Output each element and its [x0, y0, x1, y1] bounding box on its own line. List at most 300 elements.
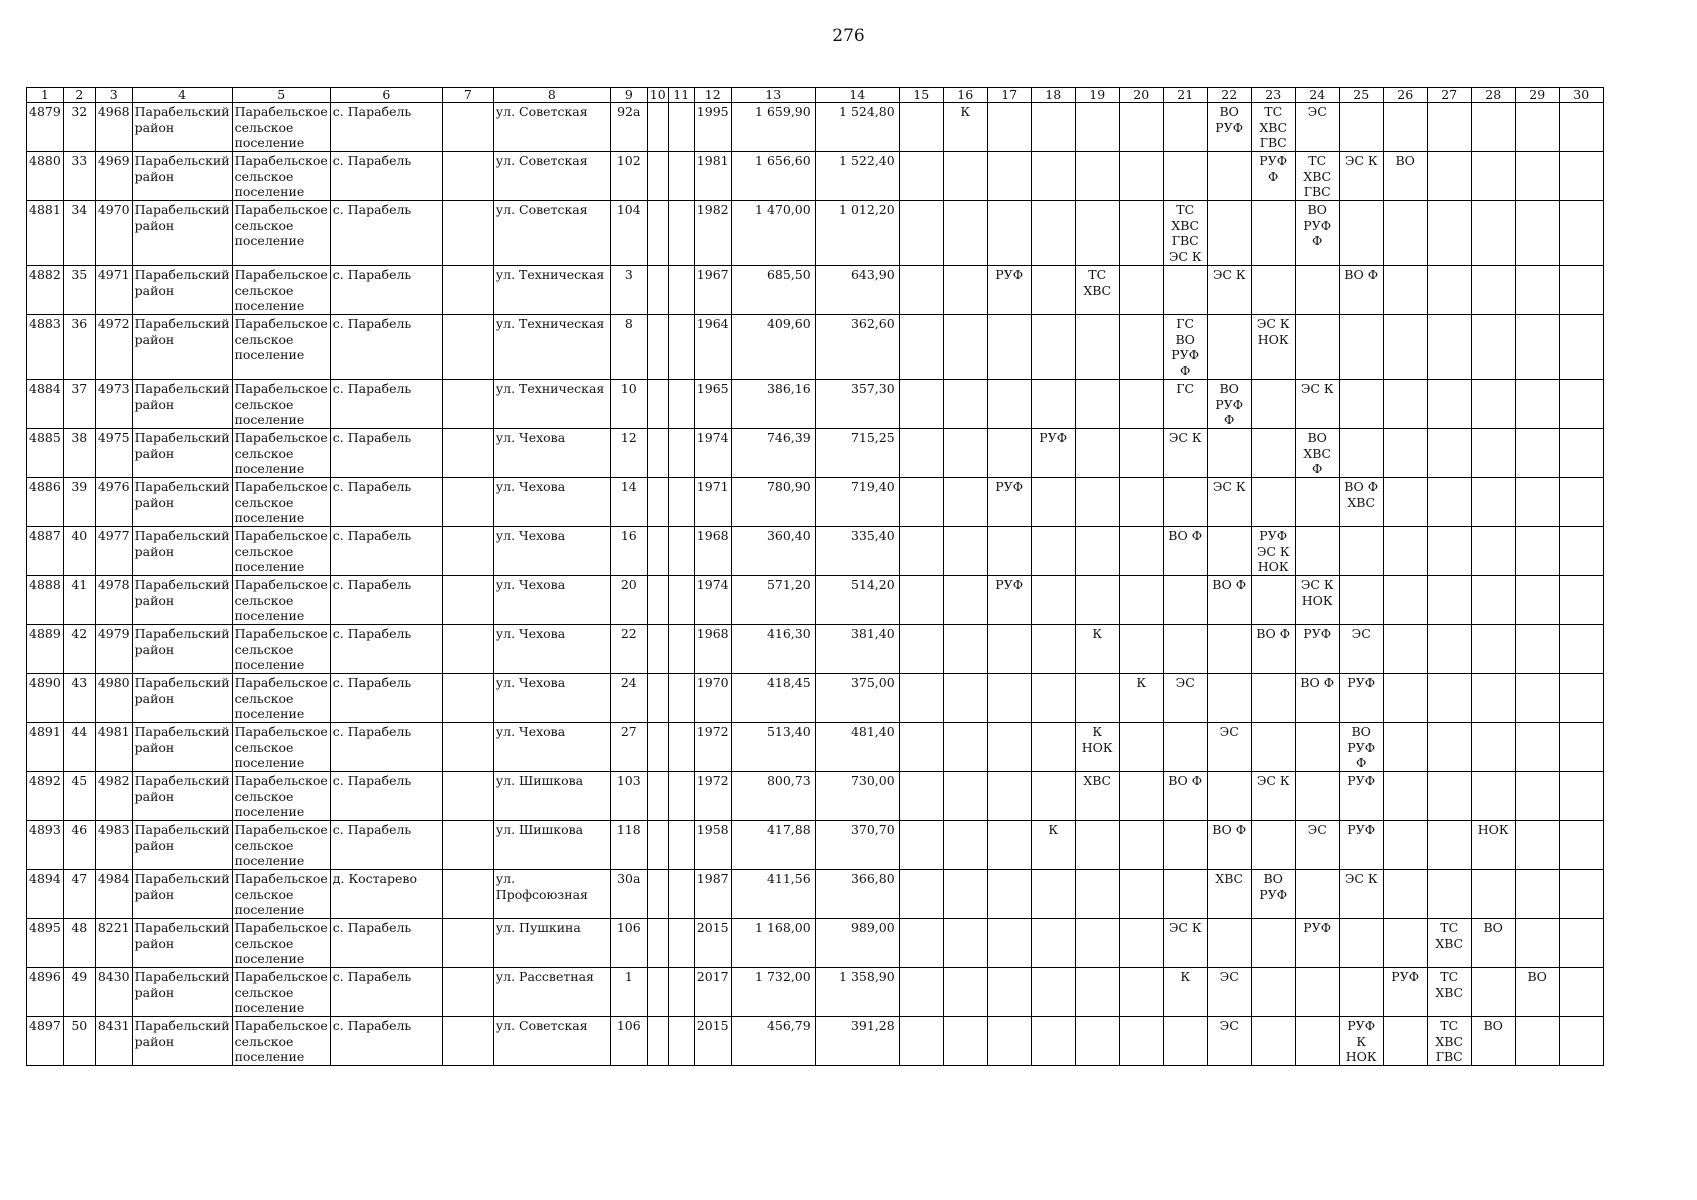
cell-col-16: К — [943, 103, 987, 152]
cell-col-23 — [1251, 919, 1295, 968]
cell-col-10 — [647, 674, 668, 723]
cell-col-21 — [1163, 478, 1207, 527]
cell-col-27 — [1427, 576, 1471, 625]
column-header-19: 19 — [1075, 88, 1119, 103]
cell-col-9: 1 — [610, 968, 647, 1017]
cell-col-8: ул. Техническая — [493, 380, 610, 429]
cell-col-3: 4970 — [95, 201, 132, 266]
cell-col-21: ТС ХВС ГВС ЭС К — [1163, 201, 1207, 266]
cell-col-18 — [1031, 919, 1075, 968]
cell-col-28 — [1471, 266, 1515, 315]
cell-col-9: 106 — [610, 1017, 647, 1066]
cell-col-17: РУФ — [987, 266, 1031, 315]
cell-col-1: 4894 — [27, 870, 64, 919]
cell-col-18 — [1031, 625, 1075, 674]
cell-col-23: ЭС К НОК — [1251, 315, 1295, 380]
cell-col-16 — [943, 152, 987, 201]
cell-col-8: ул. Советская — [493, 1017, 610, 1066]
cell-col-20 — [1119, 380, 1163, 429]
cell-col-14: 1 012,20 — [815, 201, 899, 266]
cell-col-17 — [987, 201, 1031, 266]
cell-col-2: 42 — [63, 625, 95, 674]
cell-col-28 — [1471, 380, 1515, 429]
cell-col-23: ЭС К — [1251, 772, 1295, 821]
cell-col-10 — [647, 1017, 668, 1066]
cell-col-12: 1964 — [694, 315, 731, 380]
cell-col-10 — [647, 625, 668, 674]
cell-col-3: 4980 — [95, 674, 132, 723]
cell-col-5: Парабельское сельское поселение — [232, 152, 330, 201]
cell-col-24 — [1295, 870, 1339, 919]
cell-col-23: ТС ХВС ГВС — [1251, 103, 1295, 152]
cell-col-13: 780,90 — [731, 478, 815, 527]
cell-col-27 — [1427, 527, 1471, 576]
cell-col-6: с. Парабель — [330, 201, 442, 266]
cell-col-7 — [442, 870, 493, 919]
cell-col-10 — [647, 478, 668, 527]
column-header-5: 5 — [232, 88, 330, 103]
cell-col-21: ЭС К — [1163, 919, 1207, 968]
cell-col-10 — [647, 315, 668, 380]
cell-col-8: ул. Советская — [493, 103, 610, 152]
cell-col-12: 2015 — [694, 1017, 731, 1066]
cell-col-25: ЭС К — [1339, 870, 1383, 919]
column-header-6: 6 — [330, 88, 442, 103]
cell-col-5: Парабельское сельское поселение — [232, 674, 330, 723]
cell-col-29 — [1515, 103, 1559, 152]
cell-col-26 — [1383, 723, 1427, 772]
cell-col-14: 1 524,80 — [815, 103, 899, 152]
cell-col-22: ЭС — [1207, 1017, 1251, 1066]
cell-col-11 — [668, 315, 694, 380]
cell-col-30 — [1559, 266, 1603, 315]
cell-col-14: 357,30 — [815, 380, 899, 429]
table-header — [27, 88, 1604, 103]
cell-col-7 — [442, 1017, 493, 1066]
cell-col-12: 1970 — [694, 674, 731, 723]
cell-col-6: с. Парабель — [330, 625, 442, 674]
cell-col-12: 1972 — [694, 772, 731, 821]
cell-col-24: ЭС К — [1295, 380, 1339, 429]
cell-col-22 — [1207, 152, 1251, 201]
cell-col-8: ул. Чехова — [493, 576, 610, 625]
cell-col-26 — [1383, 201, 1427, 266]
cell-col-28 — [1471, 103, 1515, 152]
cell-col-2: 41 — [63, 576, 95, 625]
cell-col-27: ТС ХВС — [1427, 968, 1471, 1017]
cell-col-22: ЭС — [1207, 723, 1251, 772]
table-row — [27, 919, 1604, 968]
cell-col-27 — [1427, 674, 1471, 723]
cell-col-25: РУФ — [1339, 821, 1383, 870]
cell-col-24 — [1295, 527, 1339, 576]
cell-col-14: 381,40 — [815, 625, 899, 674]
cell-col-1: 4891 — [27, 723, 64, 772]
cell-col-17 — [987, 625, 1031, 674]
cell-col-23: РУФ ЭС К НОК — [1251, 527, 1295, 576]
cell-col-26 — [1383, 625, 1427, 674]
cell-col-26 — [1383, 576, 1427, 625]
cell-col-26 — [1383, 772, 1427, 821]
cell-col-20 — [1119, 576, 1163, 625]
cell-col-8: ул. Чехова — [493, 478, 610, 527]
cell-col-25 — [1339, 315, 1383, 380]
cell-col-24 — [1295, 723, 1339, 772]
cell-col-14: 1 358,90 — [815, 968, 899, 1017]
cell-col-16 — [943, 429, 987, 478]
cell-col-13: 571,20 — [731, 576, 815, 625]
cell-col-24: РУФ — [1295, 625, 1339, 674]
cell-col-12: 1974 — [694, 429, 731, 478]
cell-col-7 — [442, 576, 493, 625]
cell-col-10 — [647, 266, 668, 315]
column-header-3: 3 — [95, 88, 132, 103]
cell-col-15 — [899, 1017, 943, 1066]
cell-col-20 — [1119, 152, 1163, 201]
column-header-11: 11 — [668, 88, 694, 103]
cell-col-26 — [1383, 870, 1427, 919]
cell-col-23 — [1251, 429, 1295, 478]
cell-col-14: 370,70 — [815, 821, 899, 870]
cell-col-6: с. Парабель — [330, 380, 442, 429]
cell-col-5: Парабельское сельское поселение — [232, 821, 330, 870]
cell-col-26 — [1383, 1017, 1427, 1066]
table-row — [27, 821, 1604, 870]
cell-col-9: 14 — [610, 478, 647, 527]
cell-col-23 — [1251, 478, 1295, 527]
cell-col-13: 1 168,00 — [731, 919, 815, 968]
cell-col-24: ЭС — [1295, 821, 1339, 870]
cell-col-24: РУФ — [1295, 919, 1339, 968]
cell-col-18: К — [1031, 821, 1075, 870]
cell-col-24 — [1295, 968, 1339, 1017]
cell-col-27 — [1427, 103, 1471, 152]
cell-col-9: 106 — [610, 919, 647, 968]
cell-col-1: 4881 — [27, 201, 64, 266]
column-header-27: 27 — [1427, 88, 1471, 103]
cell-col-1: 4890 — [27, 674, 64, 723]
cell-col-3: 8431 — [95, 1017, 132, 1066]
cell-col-24: ВО Ф — [1295, 674, 1339, 723]
cell-col-28: ВО — [1471, 919, 1515, 968]
cell-col-10 — [647, 968, 668, 1017]
cell-col-10 — [647, 821, 668, 870]
cell-col-14: 366,80 — [815, 870, 899, 919]
cell-col-28 — [1471, 429, 1515, 478]
table-row — [27, 152, 1604, 201]
cell-col-28 — [1471, 772, 1515, 821]
cell-col-16 — [943, 380, 987, 429]
cell-col-19 — [1075, 821, 1119, 870]
cell-col-17: РУФ — [987, 478, 1031, 527]
column-header-30: 30 — [1559, 88, 1603, 103]
cell-col-9: 118 — [610, 821, 647, 870]
cell-col-21: К — [1163, 968, 1207, 1017]
cell-col-11 — [668, 625, 694, 674]
column-header-16: 16 — [943, 88, 987, 103]
cell-col-2: 49 — [63, 968, 95, 1017]
cell-col-23: ВО Ф — [1251, 625, 1295, 674]
cell-col-20 — [1119, 429, 1163, 478]
cell-col-25: ЭС — [1339, 625, 1383, 674]
cell-col-17 — [987, 870, 1031, 919]
cell-col-21 — [1163, 266, 1207, 315]
table-row — [27, 772, 1604, 821]
cell-col-5: Парабельское сельское поселение — [232, 772, 330, 821]
cell-col-18 — [1031, 723, 1075, 772]
cell-col-7 — [442, 821, 493, 870]
cell-col-7 — [442, 429, 493, 478]
column-header-13: 13 — [731, 88, 815, 103]
cell-col-16 — [943, 201, 987, 266]
cell-col-13: 800,73 — [731, 772, 815, 821]
cell-col-2: 46 — [63, 821, 95, 870]
cell-col-16 — [943, 723, 987, 772]
cell-col-15 — [899, 772, 943, 821]
cell-col-19 — [1075, 315, 1119, 380]
cell-col-11 — [668, 103, 694, 152]
cell-col-22: ЭС К — [1207, 478, 1251, 527]
cell-col-12: 1981 — [694, 152, 731, 201]
cell-col-25 — [1339, 527, 1383, 576]
cell-col-6: с. Парабель — [330, 821, 442, 870]
cell-col-3: 4977 — [95, 527, 132, 576]
table-row — [27, 625, 1604, 674]
cell-col-16 — [943, 478, 987, 527]
cell-col-28 — [1471, 201, 1515, 266]
cell-col-27: ТС ХВС — [1427, 919, 1471, 968]
cell-col-20 — [1119, 723, 1163, 772]
cell-col-3: 4972 — [95, 315, 132, 380]
cell-col-20: К — [1119, 674, 1163, 723]
cell-col-27 — [1427, 152, 1471, 201]
cell-col-14: 715,25 — [815, 429, 899, 478]
cell-col-8: ул. Рассветная — [493, 968, 610, 1017]
cell-col-27 — [1427, 772, 1471, 821]
table-row — [27, 103, 1604, 152]
cell-col-28 — [1471, 527, 1515, 576]
cell-col-17 — [987, 315, 1031, 380]
cell-col-18 — [1031, 527, 1075, 576]
cell-col-30 — [1559, 478, 1603, 527]
cell-col-29 — [1515, 723, 1559, 772]
table-row — [27, 674, 1604, 723]
cell-col-16 — [943, 1017, 987, 1066]
cell-col-24 — [1295, 315, 1339, 380]
cell-col-24: ЭС — [1295, 103, 1339, 152]
cell-col-22: ВО РУФ — [1207, 103, 1251, 152]
cell-col-6: с. Парабель — [330, 478, 442, 527]
cell-col-26 — [1383, 429, 1427, 478]
cell-col-23 — [1251, 201, 1295, 266]
cell-col-1: 4889 — [27, 625, 64, 674]
column-header-23: 23 — [1251, 88, 1295, 103]
cell-col-23 — [1251, 266, 1295, 315]
table-row — [27, 968, 1604, 1017]
cell-col-16 — [943, 315, 987, 380]
cell-col-12: 1987 — [694, 870, 731, 919]
cell-col-19 — [1075, 380, 1119, 429]
cell-col-15 — [899, 723, 943, 772]
cell-col-12: 1968 — [694, 625, 731, 674]
cell-col-26 — [1383, 821, 1427, 870]
cell-col-9: 10 — [610, 380, 647, 429]
cell-col-26: РУФ — [1383, 968, 1427, 1017]
cell-col-30 — [1559, 723, 1603, 772]
column-header-14: 14 — [815, 88, 899, 103]
cell-col-29 — [1515, 625, 1559, 674]
column-header-24: 24 — [1295, 88, 1339, 103]
cell-col-28 — [1471, 315, 1515, 380]
cell-col-11 — [668, 870, 694, 919]
cell-col-30 — [1559, 152, 1603, 201]
cell-col-13: 513,40 — [731, 723, 815, 772]
cell-col-4: Парабельский район — [132, 429, 232, 478]
cell-col-10 — [647, 380, 668, 429]
cell-col-25 — [1339, 968, 1383, 1017]
cell-col-25: РУФ — [1339, 772, 1383, 821]
cell-col-15 — [899, 968, 943, 1017]
cell-col-5: Парабельское сельское поселение — [232, 527, 330, 576]
cell-col-23 — [1251, 1017, 1295, 1066]
cell-col-1: 4882 — [27, 266, 64, 315]
cell-col-8: ул. Профсоюзная — [493, 870, 610, 919]
cell-col-1: 4880 — [27, 152, 64, 201]
cell-col-20 — [1119, 103, 1163, 152]
cell-col-6: с. Парабель — [330, 527, 442, 576]
cell-col-16 — [943, 266, 987, 315]
cell-col-29 — [1515, 821, 1559, 870]
cell-col-2: 35 — [63, 266, 95, 315]
cell-col-17 — [987, 1017, 1031, 1066]
cell-col-13: 416,30 — [731, 625, 815, 674]
cell-col-14: 481,40 — [815, 723, 899, 772]
cell-col-17 — [987, 674, 1031, 723]
cell-col-9: 103 — [610, 772, 647, 821]
cell-col-20 — [1119, 1017, 1163, 1066]
cell-col-18: РУФ — [1031, 429, 1075, 478]
cell-col-12: 1967 — [694, 266, 731, 315]
cell-col-3: 4979 — [95, 625, 132, 674]
cell-col-15 — [899, 527, 943, 576]
cell-col-9: 20 — [610, 576, 647, 625]
cell-col-20 — [1119, 919, 1163, 968]
table-row — [27, 315, 1604, 380]
cell-col-14: 719,40 — [815, 478, 899, 527]
cell-col-7 — [442, 772, 493, 821]
cell-col-15 — [899, 429, 943, 478]
cell-col-22: ХВС — [1207, 870, 1251, 919]
cell-col-27 — [1427, 821, 1471, 870]
cell-col-18 — [1031, 201, 1075, 266]
cell-col-12: 1995 — [694, 103, 731, 152]
cell-col-15 — [899, 576, 943, 625]
cell-col-14: 1 522,40 — [815, 152, 899, 201]
cell-col-6: с. Парабель — [330, 429, 442, 478]
cell-col-3: 8430 — [95, 968, 132, 1017]
cell-col-6: с. Парабель — [330, 103, 442, 152]
cell-col-27 — [1427, 625, 1471, 674]
cell-col-17 — [987, 821, 1031, 870]
cell-col-20 — [1119, 821, 1163, 870]
cell-col-30 — [1559, 380, 1603, 429]
cell-col-11 — [668, 919, 694, 968]
cell-col-15 — [899, 625, 943, 674]
cell-col-7 — [442, 315, 493, 380]
cell-col-17 — [987, 527, 1031, 576]
cell-col-29 — [1515, 478, 1559, 527]
cell-col-3: 4969 — [95, 152, 132, 201]
cell-col-4: Парабельский район — [132, 103, 232, 152]
cell-col-24 — [1295, 772, 1339, 821]
cell-col-10 — [647, 527, 668, 576]
cell-col-14: 514,20 — [815, 576, 899, 625]
cell-col-11 — [668, 1017, 694, 1066]
cell-col-22 — [1207, 201, 1251, 266]
cell-col-21: ВО Ф — [1163, 527, 1207, 576]
cell-col-22 — [1207, 625, 1251, 674]
cell-col-1: 4897 — [27, 1017, 64, 1066]
cell-col-28 — [1471, 152, 1515, 201]
cell-col-25 — [1339, 576, 1383, 625]
cell-col-30 — [1559, 429, 1603, 478]
cell-col-25: РУФ К НОК — [1339, 1017, 1383, 1066]
cell-col-13: 1 656,60 — [731, 152, 815, 201]
cell-col-5: Парабельское сельское поселение — [232, 576, 330, 625]
cell-col-27 — [1427, 380, 1471, 429]
cell-col-23 — [1251, 968, 1295, 1017]
cell-col-5: Парабельское сельское поселение — [232, 478, 330, 527]
cell-col-10 — [647, 152, 668, 201]
cell-col-9: 16 — [610, 527, 647, 576]
cell-col-17 — [987, 772, 1031, 821]
cell-col-11 — [668, 380, 694, 429]
cell-col-1: 4895 — [27, 919, 64, 968]
cell-col-28 — [1471, 674, 1515, 723]
cell-col-10 — [647, 919, 668, 968]
cell-col-30 — [1559, 103, 1603, 152]
cell-col-22 — [1207, 527, 1251, 576]
cell-col-16 — [943, 772, 987, 821]
cell-col-15 — [899, 380, 943, 429]
cell-col-24 — [1295, 1017, 1339, 1066]
cell-col-5: Парабельское сельское поселение — [232, 968, 330, 1017]
cell-col-10 — [647, 772, 668, 821]
cell-col-10 — [647, 103, 668, 152]
cell-col-22 — [1207, 919, 1251, 968]
cell-col-8: ул. Чехова — [493, 723, 610, 772]
cell-col-21 — [1163, 103, 1207, 152]
cell-col-13: 409,60 — [731, 315, 815, 380]
cell-col-15 — [899, 919, 943, 968]
cell-col-22: ВО РУФ Ф — [1207, 380, 1251, 429]
cell-col-6: с. Парабель — [330, 723, 442, 772]
cell-col-3: 4973 — [95, 380, 132, 429]
cell-col-19: К — [1075, 625, 1119, 674]
cell-col-8: ул. Техническая — [493, 266, 610, 315]
cell-col-25 — [1339, 380, 1383, 429]
cell-col-19 — [1075, 870, 1119, 919]
cell-col-16 — [943, 527, 987, 576]
cell-col-3: 4984 — [95, 870, 132, 919]
cell-col-29 — [1515, 315, 1559, 380]
cell-col-26 — [1383, 380, 1427, 429]
cell-col-3: 4975 — [95, 429, 132, 478]
cell-col-4: Парабельский район — [132, 772, 232, 821]
cell-col-13: 1 470,00 — [731, 201, 815, 266]
cell-col-16 — [943, 674, 987, 723]
cell-col-17 — [987, 968, 1031, 1017]
